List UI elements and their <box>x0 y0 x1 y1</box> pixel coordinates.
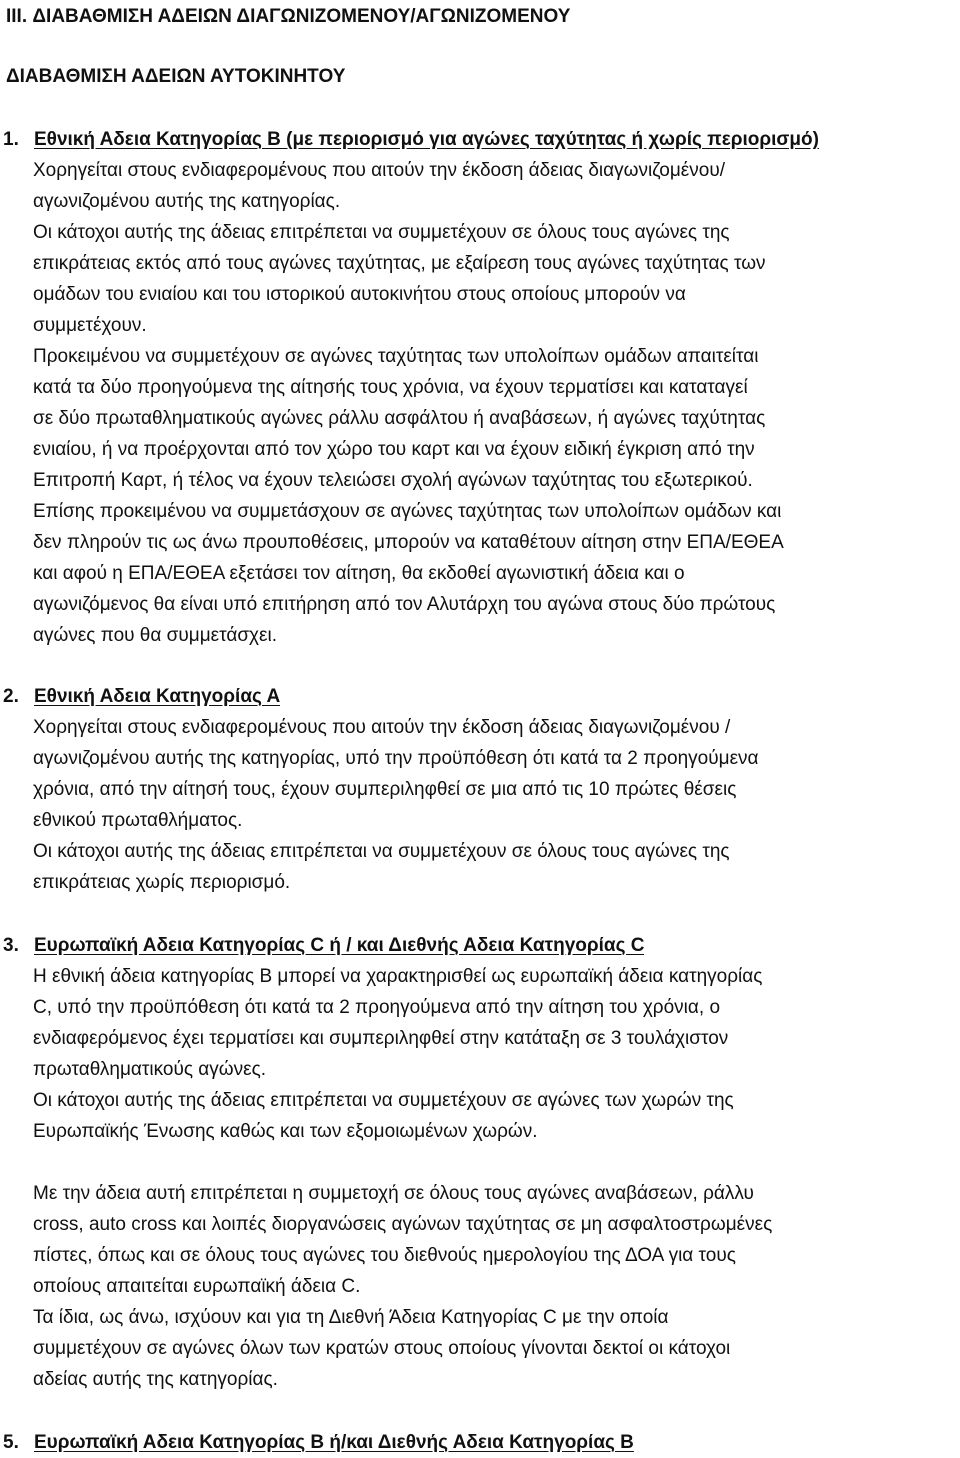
paragraph-line: Ευρωπαϊκής Ένωσης καθώς και των εξομοιωμένων χωρών. <box>33 1121 538 1142</box>
paragraph-line: Επίσης προκειμένου να συμμετάσχουν σε αγώνες ταχύτητας των υπολοίπων ομάδων και <box>33 501 782 522</box>
paragraph-line: C, υπό την προϋπόθεση ότι κατά τα 2 προηγούμενα από την αίτηση του χρόνια, ο <box>33 997 721 1018</box>
paragraph-line: Οι κάτοχοι αυτής της άδειας επιτρέπεται να συμμετέχουν σε όλους τους αγώνες της <box>33 841 730 862</box>
paragraph-line: δεν πληρούν τις ως άνω προυποθέσεις, μπορούν να καταθέτουν αίτηση στην ΕΠΑ/ΕΘΕΑ <box>33 532 784 553</box>
paragraph-line: cross, auto cross και λοιπές διοργανώσεις αγώνων ταχύτητας σε μη ασφαλτοστρωμένες <box>33 1214 773 1235</box>
section-title: Ευρωπαϊκή Αδεια Κατηγορίας Β ή/και Διεθνής Αδεια Κατηγορίας Β <box>34 1432 634 1453</box>
section-title: Εθνική Αδεια Κατηγορίας Α <box>34 686 281 707</box>
section-1-heading <box>3 124 819 155</box>
sub-heading: ΔΙΑΒΑΘΜΙΣΗ ΑΔΕΙΩΝ ΑΥΤΟΚΙΝΗΤΟΥ <box>6 66 346 87</box>
section-number: 3. <box>3 935 19 956</box>
paragraph-line: Με την άδεια αυτή επιτρέπεται η συμμετοχή σε όλους τους αγώνες αναβάσεων, ράλλυ <box>33 1183 754 1204</box>
section-5-heading <box>3 1427 634 1458</box>
section-title: Εθνική Αδεια Κατηγορίας Β (με περιορισμό για αγώνες ταχύτητας ή χωρίς περιορισμό) <box>34 129 819 150</box>
paragraph-line: ενδιαφερόμενος έχει τερματίσει και συμπεριληφθεί στην κατάταξη σε 3 τουλάχιστον <box>33 1028 729 1049</box>
paragraph-line: αγωνιζομένου αυτής της κατηγορίας, υπό την προϋπόθεση ότι κατά τα 2 προηγούμενα <box>33 748 759 769</box>
paragraph-line: πρωταθληματικούς αγώνες. <box>33 1059 267 1080</box>
paragraph-line: ενιαίου, ή να προέρχονται από τον χώρο του καρτ και να έχουν ειδική έγκριση από την <box>33 439 755 460</box>
paragraph-line: Επιτροπή Καρτ, ή τέλος να έχουν τελειώσει σχολή αγώνων ταχύτητας του εξωτερικού. <box>33 470 753 491</box>
paragraph-line: αγωνιζόμενος θα είναι υπό επιτήρηση από τον Αλυτάρχη του αγώνα στους δύο πρώτους <box>33 594 776 615</box>
paragraph-line: Τα ίδια, ως άνω, ισχύουν και για τη Διεθνή Άδεια Κατηγορίας C με την οποία <box>33 1307 669 1328</box>
main-heading: III. ΔΙΑΒΑΘΜΙΣΗ ΑΔΕΙΩΝ ΔΙΑΓΩΝΙΖΟΜΕΝΟΥ/ΑΓΩΝΙΖΟΜΕΝΟΥ <box>6 6 571 27</box>
paragraph-line: Η εθνική άδεια κατηγορίας Β μπορεί να χαρακτηρισθεί ως ευρωπαϊκή άδεια κατηγορίας <box>33 966 763 987</box>
paragraph-line: αγώνες που θα συμμετάσχει. <box>33 625 278 646</box>
section-number: 5. <box>3 1432 19 1453</box>
paragraph-line: κατά τα δύο προηγούμενα της αίτησής τους χρόνια, να έχουν τερματίσει και καταταγεί <box>33 377 748 398</box>
paragraph-line: ομάδων του ενιαίου και του ιστορικού αυτοκινήτου στους οποίους μπορούν να <box>33 284 686 305</box>
section-1-body <box>33 155 946 651</box>
paragraph-line: οποίους απαιτείται ευρωπαϊκή άδεια C. <box>33 1276 361 1297</box>
paragraph-line: Χορηγείται στους ενδιαφερομένους που αιτούν την έκδοση άδειας διαγωνιζομένου/ <box>33 160 726 181</box>
section-3-heading <box>3 930 644 961</box>
paragraph-line: επικράτειας εκτός από τους αγώνες ταχύτητας, με εξαίρεση τους αγώνες ταχύτητας των <box>33 253 766 274</box>
paragraph-line: Χορηγείται στους ενδιαφερομένους που αιτούν την έκδοση άδειας διαγωνιζομένου / <box>33 717 731 738</box>
paragraph-line: επικράτειας χωρίς περιορισμό. <box>33 872 291 893</box>
paragraph-line: Οι κάτοχοι αυτής της άδειας επιτρέπεται να συμμετέχουν σε όλους τους αγώνες της <box>33 222 730 243</box>
paragraph-line: και αφού η ΕΠΑ/ΕΘΕΑ εξετάσει τον αίτηση, θα εκδοθεί αγωνιστική άδεια και ο <box>33 563 685 584</box>
paragraph-line: εθνικού πρωταθλήματος. <box>33 810 243 831</box>
section-3-body-b <box>33 1178 946 1395</box>
section-title: Ευρωπαϊκή Αδεια Κατηγορίας C ή / και Διεθνής Αδεια Κατηγορίας C <box>34 935 645 956</box>
paragraph-line: Οι κάτοχοι αυτής της άδειας επιτρέπεται να συμμετέχουν σε αγώνες των χωρών της <box>33 1090 734 1111</box>
paragraph-line: αγωνιζομένου αυτής της κατηγορίας. <box>33 191 341 212</box>
paragraph-line: σε δύο πρωταθληματικούς αγώνες ράλλυ ασφάλτου ή αναβάσεων, ή αγώνες ταχύτητας <box>33 408 766 429</box>
section-2-heading <box>3 681 280 712</box>
section-number: 2. <box>3 686 19 707</box>
paragraph-line: συμμετέχουν. <box>33 315 147 336</box>
paragraph-line: Προκειμένου να συμμετέχουν σε αγώνες ταχύτητας των υπολοίπων ομάδων απαιτείται <box>33 346 759 367</box>
paragraph-line: αδείας αυτής της κατηγορίας. <box>33 1369 278 1390</box>
section-2-body <box>33 712 946 898</box>
paragraph-line: πίστες, όπως και σε όλους τους αγώνες του διεθνούς ημερολογίου της ΔΟΑ για τους <box>33 1245 736 1266</box>
section-number: 1. <box>3 129 19 150</box>
paragraph-line: χρόνια, από την αίτησή τους, έχουν συμπεριληφθεί σε μια από τις 10 πρώτες θέσεις <box>33 779 737 800</box>
paragraph-line: συμμετέχουν σε αγώνες όλων των κρατών στους οποίους γίνονται δεκτοί οι κάτοχοι <box>33 1338 731 1359</box>
section-3-body <box>33 961 946 1147</box>
